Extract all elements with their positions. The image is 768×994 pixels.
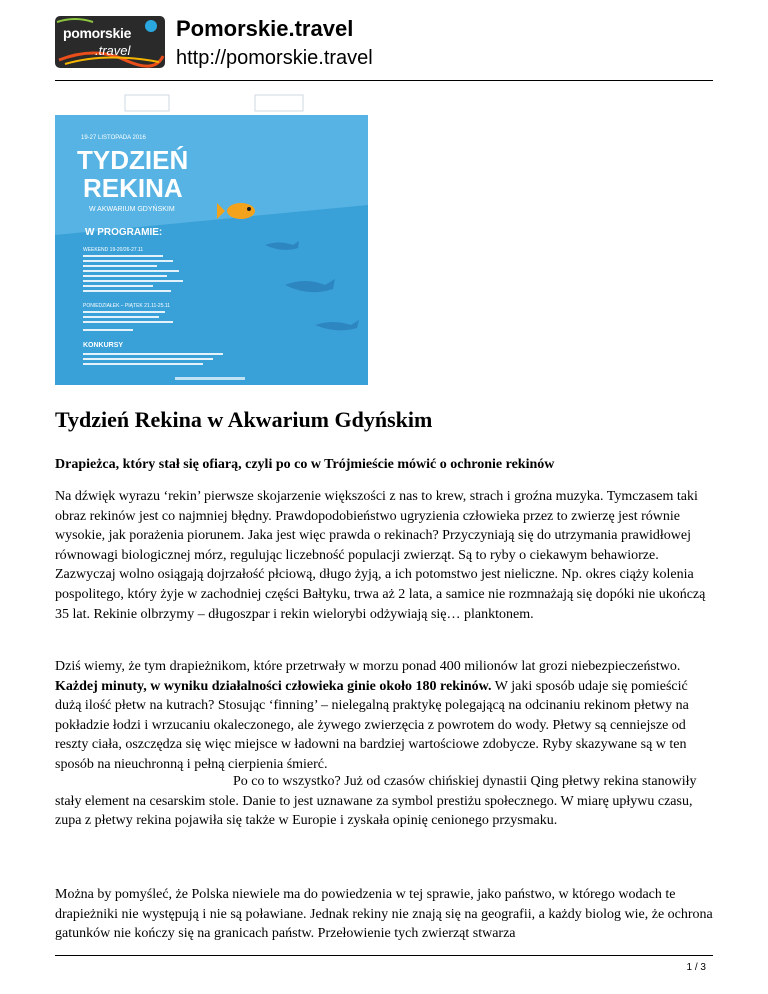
poster-weekdays-heading: PONIEDZIAŁEK – PIĄTEK 21.11-25.11 xyxy=(83,303,171,309)
article-subtitle: Drapieżca, który stał się ofiarą, czyli po co w Trójmieście mówić o ochronie rekinów xyxy=(55,457,555,472)
poster-title-line3: W AKWARIUM GDYŃSKIM xyxy=(89,206,175,213)
poster-program-heading: W PROGRAMIE: xyxy=(85,227,163,238)
paragraph-4: Można by pomyśleć, że Polska niewiele ma do powiedzenia w tej sprawie, jako państwo, w którego wodach te drapieżniki nie występują i nie są poławiane. Jednak rekiny nie znają się na geografii, a każdy biolog wie, że ochrona gatunków nie kończy się na granicach państw. Przełowienie tych zwierząt stwarza xyxy=(55,887,713,942)
paragraph-2-text-a: Dziś wiemy, że tym drapieżnikom, które przetrwały w morzu ponad 400 milionów lat grozi niebezpieczeństwo. xyxy=(55,659,681,674)
logo-swirl-graphic xyxy=(55,16,165,68)
poster-title-line1: TYDZIEŃ xyxy=(77,145,189,175)
header-divider xyxy=(55,80,713,81)
paragraph-2-bold: Każdej minuty, w wyniku działalności człowieka ginie około 180 rekinów. xyxy=(55,678,492,694)
poster-contests-heading: KONKURSY xyxy=(83,342,124,349)
page-number: 1 / 3 xyxy=(686,962,706,973)
footer-divider xyxy=(55,955,713,956)
sponsor-logo-2 xyxy=(255,95,303,111)
poster-weekend-heading: WEEKEND 19-20/26-27.11 xyxy=(83,247,144,253)
site-url[interactable]: http://pomorskie.travel xyxy=(176,47,373,69)
article-title: Tydzień Rekina w Akwarium Gdyńskim xyxy=(55,407,433,432)
poster-footer-text xyxy=(175,377,245,380)
sponsor-logo-1 xyxy=(125,95,169,111)
paragraph-3 xyxy=(55,772,717,831)
event-poster-image xyxy=(55,85,368,391)
poster-title-line2: REKINA xyxy=(83,173,183,203)
site-name: Pomorskie.travel xyxy=(176,16,354,41)
paragraph-2 xyxy=(55,657,717,775)
logo-text-pomorskie: pomorskie xyxy=(63,25,132,41)
logo-text-travel: .travel xyxy=(95,43,131,58)
paragraph-1: Na dźwięk wyrazu ‘rekin’ pierwsze skojarzenie większości z nas to krew, strach i groźna muzyka. Tymczasem taki obraz rekinów jest co najmniej błędny. Prawdopodobieństwo ugryzienia człowieka przez to zwierzę jest równie wysokie, jak porażenia piorunem. Jaka jest więc prawda o rekinach? Przyczyniają się do utrzymania prawidłowej równowagi biologicznej mórz, regulując liczebność populacji zwierząt. Są to ryby o ciekawym behawiorze. Zazwyczaj wolno osiągają dojrzałość płciową, długo żyją, a ich potomstwo jest nieliczne. Np. okres ciąży kolenia pospolitego, który żyje w zachodniej części Bałtyku, trwa aż 2 lata, a samice nie rozmnażają się dopóki nie ukończą 35 lat. Rekinie olbrzymy – długoszpar i rekin wielorybi odżywiają się… planktonem. xyxy=(55,489,706,622)
pomorskie-travel-logo[interactable] xyxy=(55,16,165,68)
paragraph-2-text-b: W jaki sposób udaje się pomieścić dużą ilość płetw na kutrach? Stosując ‘finning’ – nielegalną praktykę polegającą na odcinaniu rekinom płetwy na pokładzie łodzi i wrzucaniu okaleczonego, ale żywego zwierzęcia z powrotem do wody. Płetwy są cenniejsze od reszty ciała, oszczędza się więc miejsce w ładowni na bardziej wartościowe zdobycze. Ryby skazywane są w ten sposób na nieuchronną i pełną cierpienia śmierć. xyxy=(55,678,689,772)
poster-dates: 19-27 LISTOPADA 2016 xyxy=(81,135,146,141)
paragraph-3-text: Po co to wszystko? Już od czasów chińskiej dynastii Qing płetwy rekina stanowiły stały element na cesarskim stole. Danie to jest uznawane za symbol prestiżu społecznego. W miarę upływu czasu, zupa z płetwy rekina pojawiła się także w Europie i zyskała opinię cenionego przysmaku. xyxy=(55,774,697,829)
poster-contest-lines xyxy=(83,353,223,365)
